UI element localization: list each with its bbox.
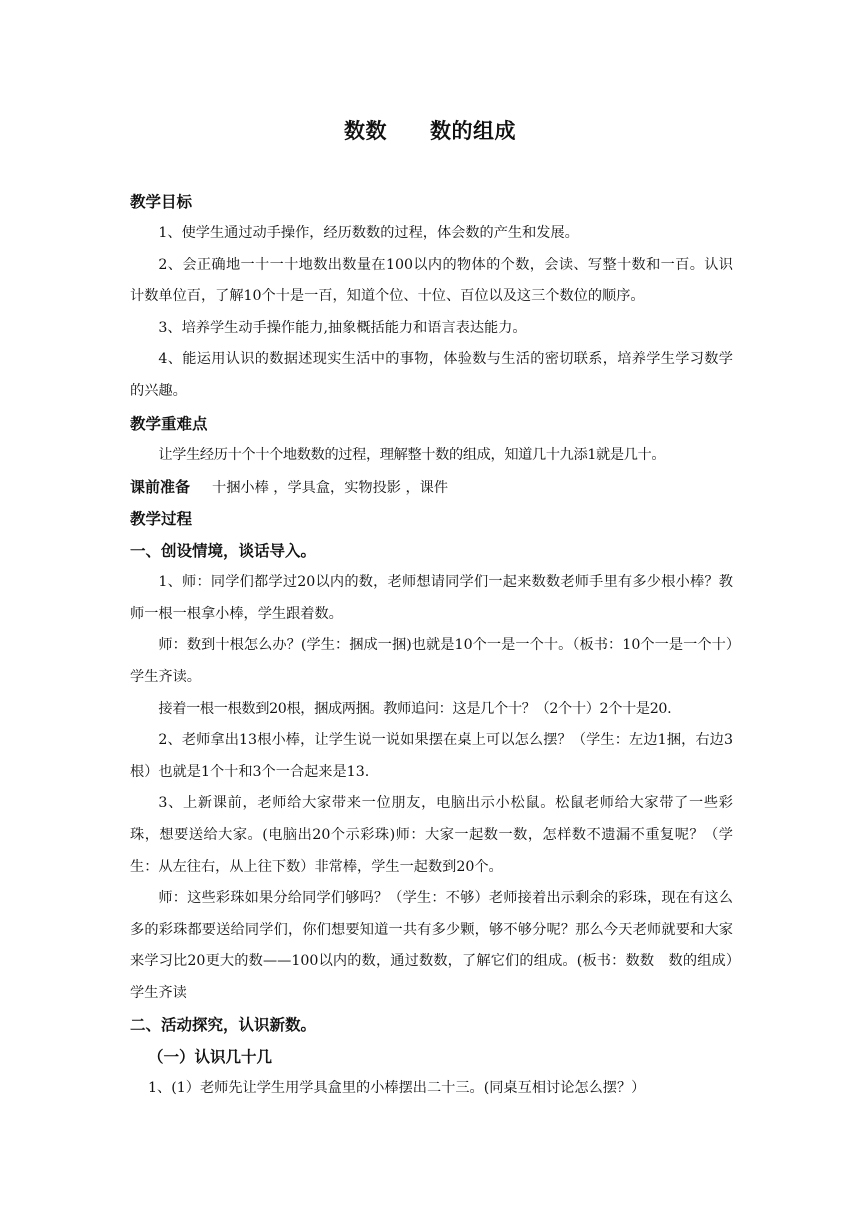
preparation-line — [130, 471, 733, 503]
process-paragraph: 2、老师拿出13根小棒，让学生说一说如果摆在桌上可以怎么摆？（学生：左边1捆，右边3根）也就是1个十和3个一合起来是13. — [130, 732, 733, 780]
process-paragraph: 师：数到十根怎么办？(学生：捆成一捆)也就是10个一是一个十。（板书：10个一是一个十）学生齐读。 — [130, 637, 733, 685]
sub-heading: （一）认识几十几 — [148, 1048, 273, 1067]
preparation-label: 课前准备 — [130, 478, 191, 497]
process-paragraph: 1、(1）老师先让学生用学具盒里的小棒摆出二十三。(同桌互相讨论怎么摆？） — [148, 1080, 646, 1097]
part-heading-1: 一、创设情境，谈话导入。 — [130, 542, 317, 561]
goal-paragraph: 3、培养学生动手操作能力,抽象概括能力和语言表达能力。 — [158, 319, 527, 336]
goal-paragraph: 2、会正确地一十一十地数出数量在100以内的物体的个数，会读、写整十数和一百。认识计数单位百，了解10个十是一百，知道个位、十位、百位以及这三个数位的顺序。 — [130, 256, 733, 305]
part-heading-2: 二、活动探究，认识新数。 — [130, 1016, 317, 1035]
document-title: 数数 数的组成 — [344, 119, 516, 143]
section-heading-process: 教学过程 — [130, 510, 193, 529]
section-heading-goals: 教学目标 — [130, 193, 193, 211]
process-paragraph: 接着一根一根数到20根，捆成两捆。教师追问：这是几个十？（2个十）2个十是20. — [158, 700, 672, 717]
section-heading-key-points: 教学重难点 — [130, 414, 208, 433]
document-body — [130, 186, 733, 1105]
goal-paragraph: 1、使学生通过动手操作，经历数数的过程，体会数的产生和发展。 — [158, 225, 579, 241]
process-paragraph: 3、上新课前，老师给大家带来一位朋友，电脑出示小松鼠。松鼠老师给大家带了一些彩珠，想要送给大家。(电脑出20个示彩珠)师：大家一起数一数，怎样数不遗漏不重复呢？（学生：从左往右，从上往下数）非常棒，学生一起数到20个。 — [130, 795, 733, 875]
process-paragraph: 师：这些彩珠如果分给同学们够吗？（学生：不够）老师接着出示剩余的彩珠，现在有这么多的彩珠都要送给同学们，你们想要知道一共有多少颗，够不够分呢？那么今天老师就要和大家来学习比20更大的数——100以内的数，通过数数，了解它们的组成。(板书：数数 数的组成）学生齐读 — [130, 890, 733, 1001]
process-paragraph: 1、师：同学们都学过20以内的数，老师想请同学们一起来数数老师手里有多少根小棒？教师一根一根拿小棒，学生跟着数。 — [130, 574, 733, 622]
preparation-value: 十捆小棒 ，学具盒，实物投影 ，课件 — [212, 480, 449, 497]
goal-paragraph: 4、能运用认识的数据述现实生活中的事物，体验数与生活的密切联系，培养学生学习数学的兴趣。 — [130, 351, 733, 399]
key-points-paragraph: 让学生经历十个十个地数数的过程，理解整十数的组成，知道几十九添1就是几十。 — [158, 446, 666, 463]
